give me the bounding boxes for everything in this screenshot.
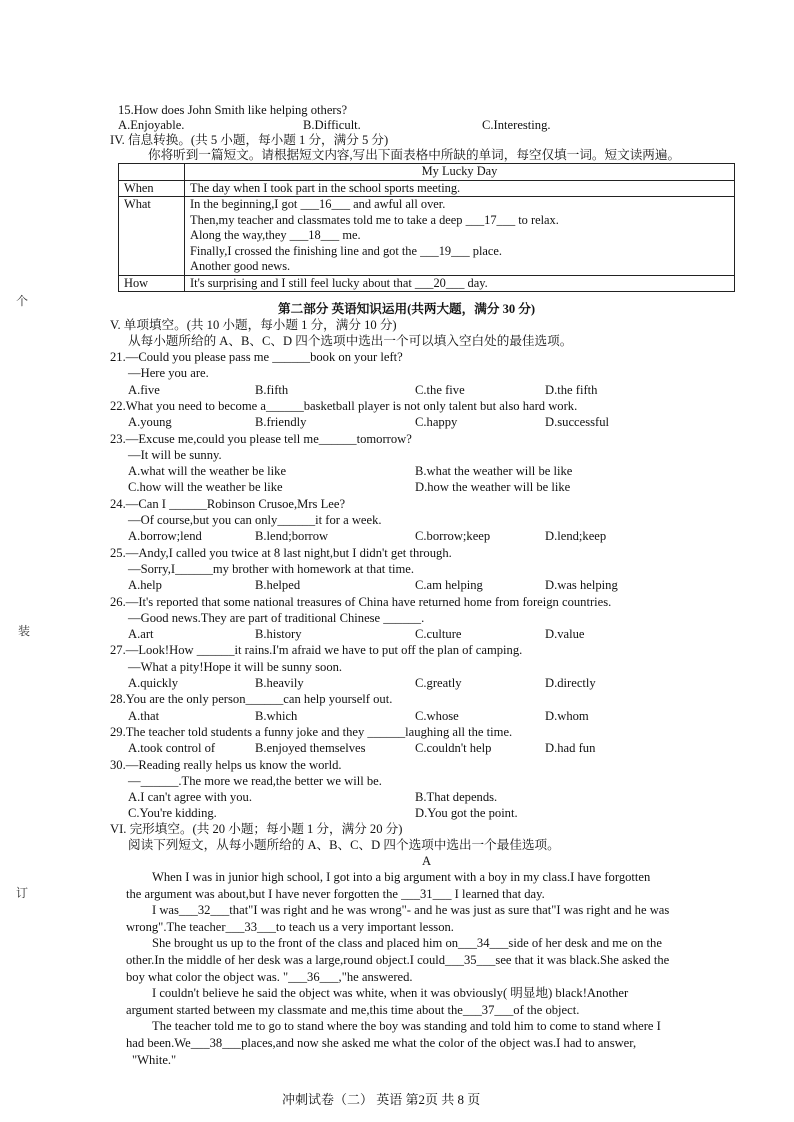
question-stem: 22.What you need to become a______basketball player is not only talent but also hard work.	[110, 398, 578, 413]
passage-line: When I was in junior high school, I got into a big argument with a boy in my class.I have forgotten	[152, 870, 651, 884]
question-reply: —Sorry,I______my brother with homework at that time.	[128, 561, 414, 576]
option: A.young	[128, 415, 172, 430]
line: In the beginning,I got ___16___ and awful all over.	[190, 197, 446, 211]
option: D.how the weather will be like	[415, 480, 571, 495]
row-key: How	[119, 275, 185, 292]
info-table	[118, 163, 735, 292]
option: B.enjoyed themselves	[255, 741, 366, 756]
option: A.five	[128, 382, 160, 397]
passage-line: argument started between my classmate and me,this time about the___37___of the object.	[126, 1002, 580, 1017]
passage-line: She brought us up to the front of the class and placed him on___34___side of her desk and me on the	[152, 936, 662, 951]
question-stem: 29.The teacher told students a funny joke and they ______laughing all the time.	[110, 724, 513, 739]
question-stem: 25.—Andy,I called you twice at 8 last night,but I didn't get through.	[110, 545, 452, 560]
option: D.had fun	[545, 741, 596, 756]
section-5-instruction: 从每小题所给的 A、B、C、D 四个选项中选出一个可以填入空白处的最佳选项。	[128, 334, 573, 348]
row-value: It's surprising and I still feel lucky about that ___20___ day.	[185, 275, 735, 292]
option: A.what will the weather be like	[128, 464, 287, 479]
row-value: The day when I took part in the school sports meeting.	[185, 180, 735, 197]
passage-line: "White."	[132, 1052, 177, 1067]
option: C.whose	[415, 708, 459, 723]
row-key: When	[119, 180, 185, 197]
section-5-title: V. 单项填空。(共 10 小题，每小题 1 分，满分 10 分)	[110, 318, 397, 332]
option: C.happy	[415, 415, 458, 430]
margin-mark: 订	[16, 886, 29, 900]
option: C.Interesting.	[482, 118, 551, 132]
option: B.what the weather will be like	[415, 464, 573, 479]
table-title: My Lucky Day	[185, 164, 735, 181]
question-stem: 28.You are the only person______can help yourself out.	[110, 692, 393, 707]
question-reply: —It will be sunny.	[128, 447, 222, 462]
question-15: 15.How does John Smith like helping others?	[118, 103, 348, 117]
option: B.friendly	[255, 415, 307, 430]
option: A.borrow;lend	[128, 529, 202, 544]
option: D.was helping	[545, 578, 618, 593]
option: B.fifth	[255, 382, 289, 397]
row-value	[185, 197, 735, 276]
question-stem: 27.—Look!How ______it rains.I'm afraid we have to put off the plan of camping.	[110, 643, 523, 658]
question-reply: —Good news.They are part of traditional Chinese ______.	[128, 610, 425, 625]
option: C.am helping	[415, 578, 483, 593]
line: Another good news.	[190, 259, 291, 273]
option: B.history	[255, 627, 302, 642]
option: B.lend;borrow	[255, 529, 329, 544]
option: B.That depends.	[415, 790, 498, 805]
passage-line: boy what color the object was. "___36___,"he answered.	[126, 969, 413, 984]
question-reply: —What a pity!Hope it will be sunny soon.	[128, 659, 343, 674]
option: B.which	[255, 708, 298, 723]
question-reply: —Here you are.	[128, 366, 209, 381]
option: D.value	[545, 627, 585, 642]
question-stem: 23.—Excuse me,could you please tell me______tomorrow?	[110, 431, 412, 446]
option: A.took control of	[128, 741, 216, 756]
option: C.borrow;keep	[415, 529, 491, 544]
question-stem: 21.—Could you please pass me ______book on your left?	[110, 350, 403, 364]
option: A.quickly	[128, 676, 179, 690]
row-key: What	[119, 197, 185, 276]
option: A.I can't agree with you.	[128, 790, 252, 805]
section-6-title: VI. 完形填空。(共 20 小题；每小题 1 分，满分 20 分)	[110, 822, 403, 836]
question-reply: —Of course,but you can only______it for a week.	[128, 513, 382, 527]
option: D.directly	[545, 676, 596, 690]
page-footer: 冲刺试卷（二） 英语 第2页 共 8 页	[282, 1092, 481, 1107]
option: C.culture	[415, 627, 462, 642]
passage-line: had been.We___38___places,and now she asked me what the color of the object was.I had to answer,	[126, 1036, 637, 1050]
question-reply: —______.The more we read,the better we will be.	[128, 773, 382, 788]
passage-line: other.In the middle of her desk was a large,round object.I could___35___see that it was black.She asked the	[126, 953, 670, 967]
option: D.successful	[545, 415, 610, 430]
option: D.the fifth	[545, 382, 598, 397]
option: D.lend;keep	[545, 529, 607, 544]
passage-label: A	[422, 854, 432, 868]
option: A.that	[128, 708, 160, 723]
option: D.You got the point.	[415, 806, 518, 821]
option: C.the five	[415, 382, 465, 397]
line: Along the way,they ___18___ me.	[190, 228, 361, 242]
line: Then,my teacher and classmates told me to take a deep ___17___ to relax.	[190, 212, 559, 227]
section-4-title: IV. 信息转换。(共 5 小题，每小题 1 分，满分 5 分)	[110, 133, 389, 147]
option: C.greatly	[415, 676, 462, 690]
passage-line: The teacher told me to go to stand where the boy was standing and told him to come to stand where I	[152, 1019, 661, 1034]
question-stem: 24.—Can I ______Robinson Crusoe,Mrs Lee?	[110, 496, 346, 511]
option: A.art	[128, 627, 154, 642]
part-2-title: 第二部分 英语知识运用(共两大题，满分 30 分)	[278, 302, 536, 316]
option: A.help	[128, 578, 162, 593]
passage-line: the argument was about,but I have never forgotten the ___31___ I learned that day.	[126, 886, 545, 901]
option: C.how will the weather be like	[128, 480, 283, 495]
question-stem: 30.—Reading really helps us know the world.	[110, 757, 342, 772]
option: C.You're kidding.	[128, 806, 217, 821]
margin-mark: 装	[18, 624, 31, 638]
option: D.whom	[545, 708, 589, 723]
option: C.couldn't help	[415, 741, 492, 756]
line: Finally,I crossed the finishing line and got the ___19___ place.	[190, 243, 502, 258]
option: B.helped	[255, 578, 301, 593]
passage-line: wrong".The teacher___33___to teach us a very important lesson.	[126, 919, 454, 934]
section-6-instruction: 阅读下列短文，从每小题所给的 A、B、C、D 四个选项中选出一个最佳选项。	[128, 838, 560, 852]
section-4-instruction: 你将听到一篇短文。请根据短文内容,写出下面表格中所缺的单词，每空仅填一词。短文读两遍。	[148, 148, 681, 162]
passage-line: I was___32___that"I was right and he was wrong"- and he was just as sure that"I was right and he was	[152, 903, 670, 918]
question-stem: 26.—It's reported that some national treasures of China have returned home from foreign countries.	[110, 594, 612, 609]
option: A.Enjoyable.	[118, 118, 185, 132]
passage-line: I couldn't believe he said the object was white, when it was obviously( 明显地) black!Another	[152, 986, 629, 1001]
margin-mark: 个	[16, 294, 29, 308]
option: B.heavily	[255, 676, 304, 690]
option: B.Difficult.	[303, 118, 361, 132]
